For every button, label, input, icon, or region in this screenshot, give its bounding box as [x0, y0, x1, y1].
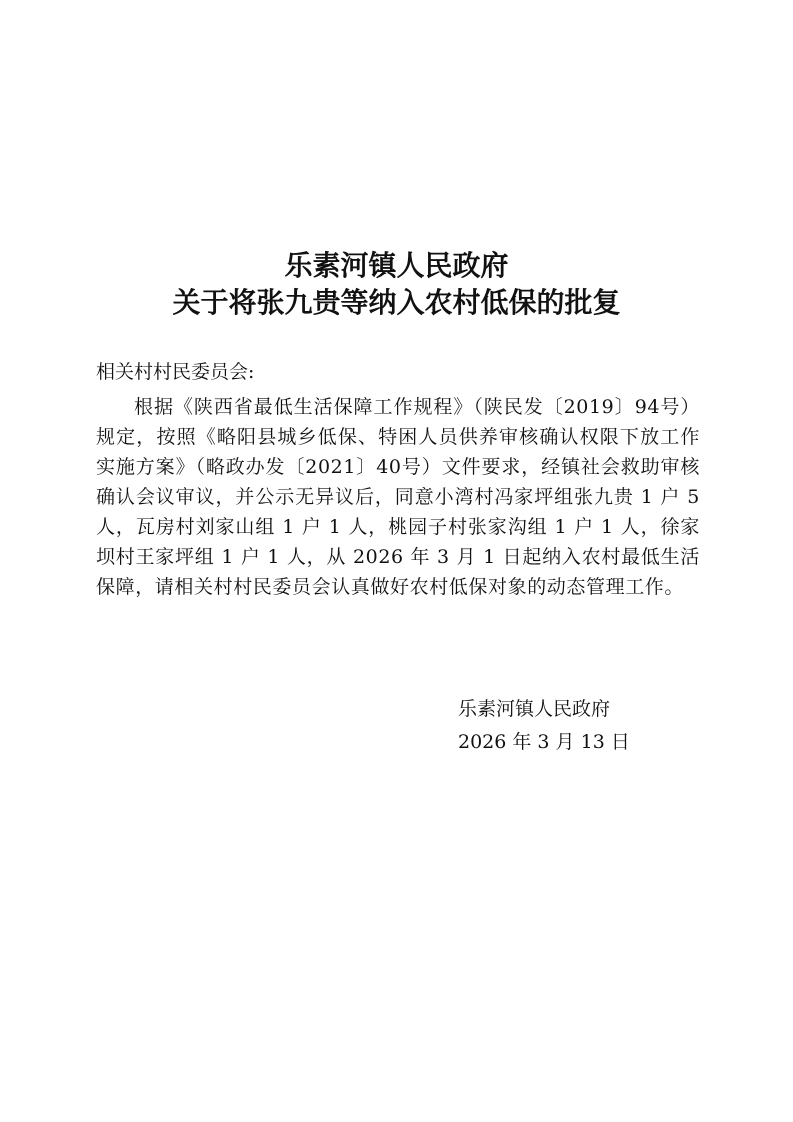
document-title-line-1: 乐素河镇人民政府 — [284, 249, 509, 282]
body-paragraph: 根据《陕西省最低生活保障工作规程》（陕民发〔2019〕94号）规定，按照《略阳县城乡低保、特困人员供养审核确认权限下放工作实施方案》（略政办发〔2021〕40号）文件要求，经镇社会救助审核确认会议审议，并公示无异议后，同意小湾村冯家坪组张九贵 1 户 5 人，瓦房村刘家山组 1 户 1 人，桃园子村张家沟组 1 户 1 人，徐家坝村王家坪组 1 户 1 人，从 2026 年 3 月 1 日起纳入农村最低生活保障，请相关村村民委员会认真做好农村低保对象的动态管理工作。 — [96, 396, 700, 598]
document-title-line-2: 关于将张九贵等纳入农村低保的批复 — [172, 286, 621, 319]
signature-date: 2026 年 3 月 13 日 — [458, 731, 630, 753]
signature-organization: 乐素河镇人民政府 — [458, 698, 611, 720]
salutation: 相关村村民委员会: — [96, 361, 255, 383]
